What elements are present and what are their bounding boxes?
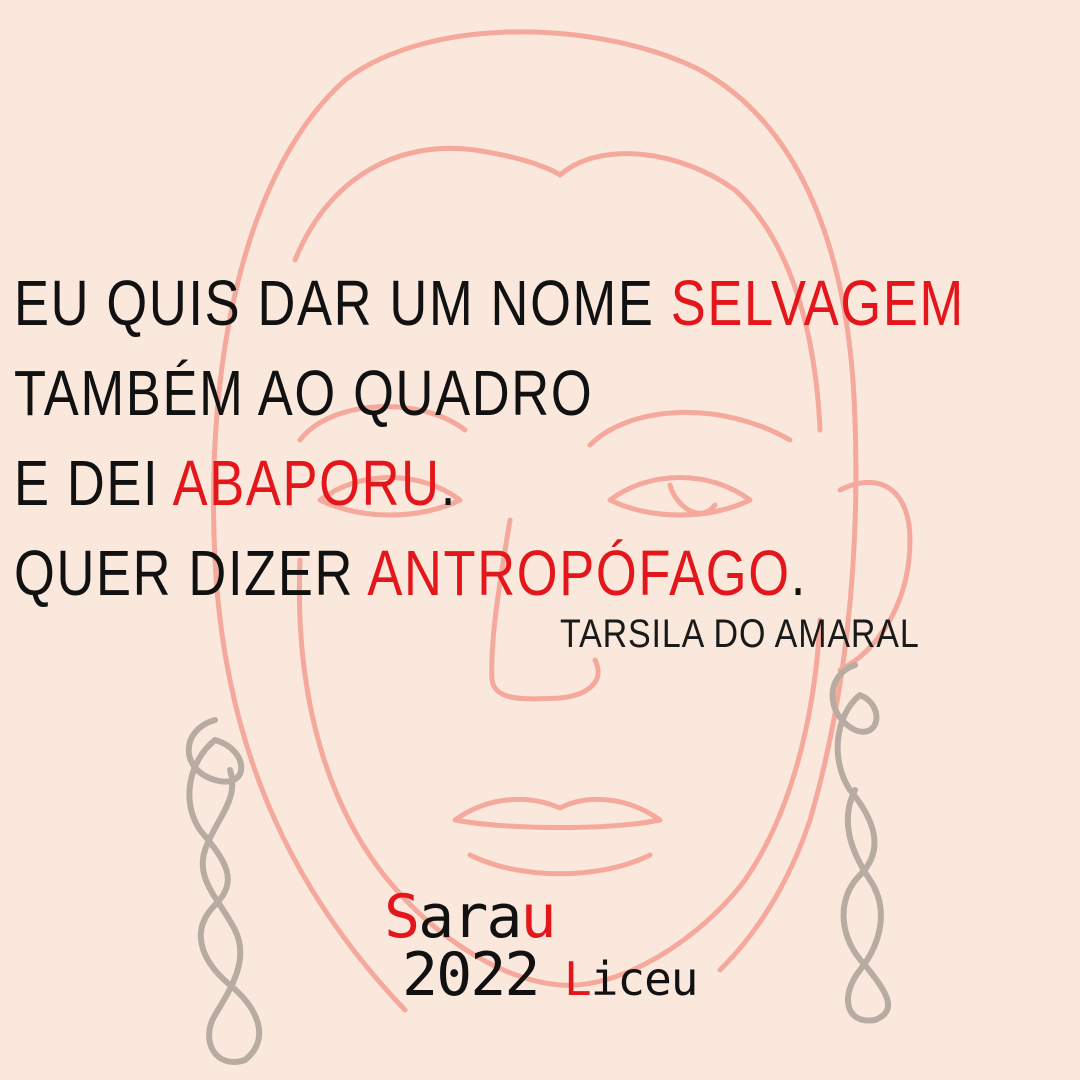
- logo-letter-l: L: [564, 952, 591, 1006]
- upper-lip: [455, 799, 660, 827]
- quote-line-4: [14, 528, 965, 618]
- left-earring: [189, 720, 259, 1062]
- quote-text: EU QUIS DAR UM NOME: [14, 267, 671, 339]
- logo-liceu: [564, 954, 697, 1004]
- logo-letter-s: S: [384, 882, 419, 952]
- quote-text: QUER DIZER: [14, 537, 368, 609]
- quote-author: TARSILA DO AMARAL: [560, 612, 920, 656]
- quote-text: TAMBÉM AO QUADRO: [14, 357, 594, 429]
- quote-line-1: [14, 258, 965, 348]
- logo-year: 2022: [402, 940, 539, 1010]
- quote-line-3: [14, 438, 965, 528]
- lower-lip: [470, 855, 650, 874]
- quote-line-2: [14, 348, 965, 438]
- quote-highlight-selvagem: SELVAGEM: [670, 267, 965, 339]
- logo-letters-iceu: iceu: [590, 952, 698, 1006]
- quote-block: [14, 258, 1080, 618]
- right-earring: [833, 665, 889, 1021]
- quote-punctuation: .: [440, 447, 457, 519]
- quote-highlight-antropofago: ANTROPÓFAGO: [367, 537, 791, 609]
- quote-highlight-abaporu: ABAPORU: [172, 447, 441, 519]
- logo-letters-ara: ara: [418, 882, 521, 952]
- quote-punctuation: .: [790, 537, 807, 609]
- logo-letter-u: u: [520, 882, 555, 952]
- quote-text: E DEI: [14, 447, 173, 519]
